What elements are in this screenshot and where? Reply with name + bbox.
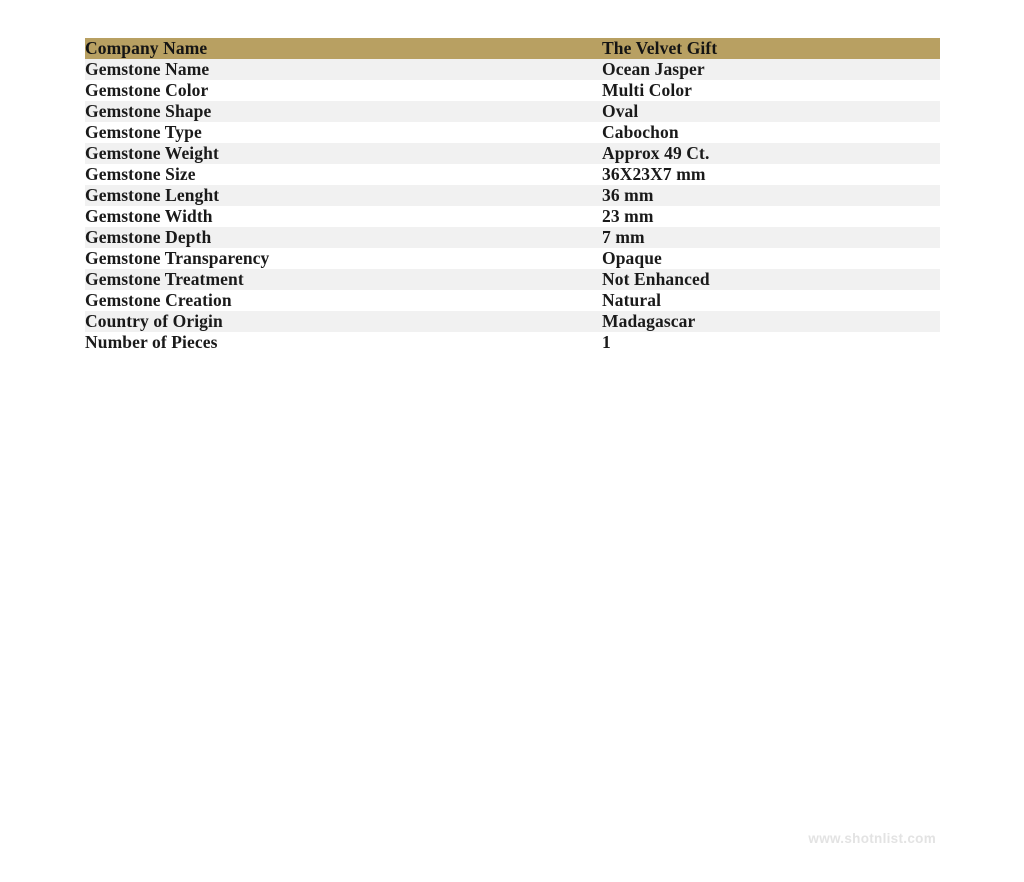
row-label: Gemstone Lenght	[85, 185, 602, 206]
table-row	[85, 143, 940, 164]
table-row	[85, 290, 940, 311]
row-value: 36X23X7 mm	[602, 164, 940, 185]
row-value: Ocean Jasper	[602, 59, 940, 80]
row-value: 7 mm	[602, 227, 940, 248]
site-watermark: www.shotnlist.com	[808, 831, 936, 846]
row-label: Gemstone Treatment	[85, 269, 602, 290]
row-value: Oval	[602, 101, 940, 122]
row-label: Gemstone Width	[85, 206, 602, 227]
gemstone-spec-sheet	[85, 38, 940, 353]
row-value: Madagascar	[602, 311, 940, 332]
table-row	[85, 101, 940, 122]
row-label: Gemstone Color	[85, 80, 602, 101]
row-label: Country of Origin	[85, 311, 602, 332]
row-value: Natural	[602, 290, 940, 311]
row-label: Gemstone Name	[85, 59, 602, 80]
specification-table	[85, 38, 940, 353]
row-value: Multi Color	[602, 80, 940, 101]
table-row	[85, 227, 940, 248]
row-value: 1	[602, 332, 940, 353]
row-value: Opaque	[602, 248, 940, 269]
row-value: 36 mm	[602, 185, 940, 206]
table-body	[85, 38, 940, 353]
table-row	[85, 59, 940, 80]
table-row	[85, 311, 940, 332]
row-value: 23 mm	[602, 206, 940, 227]
row-label: Gemstone Shape	[85, 101, 602, 122]
row-label: Gemstone Weight	[85, 143, 602, 164]
table-row	[85, 269, 940, 290]
row-value: Cabochon	[602, 122, 940, 143]
row-label: Gemstone Transparency	[85, 248, 602, 269]
table-row	[85, 248, 940, 269]
table-row	[85, 206, 940, 227]
row-label: Gemstone Type	[85, 122, 602, 143]
table-header-row	[85, 38, 940, 59]
table-row	[85, 164, 940, 185]
row-label: Gemstone Creation	[85, 290, 602, 311]
row-value: Approx 49 Ct.	[602, 143, 940, 164]
row-label: Number of Pieces	[85, 332, 602, 353]
row-value: Not Enhanced	[602, 269, 940, 290]
table-row	[85, 80, 940, 101]
header-value-cell: The Velvet Gift	[602, 38, 940, 59]
table-row	[85, 332, 940, 353]
table-row	[85, 185, 940, 206]
row-label: Gemstone Size	[85, 164, 602, 185]
header-label-cell: Company Name	[85, 38, 602, 59]
row-label: Gemstone Depth	[85, 227, 602, 248]
table-row	[85, 122, 940, 143]
